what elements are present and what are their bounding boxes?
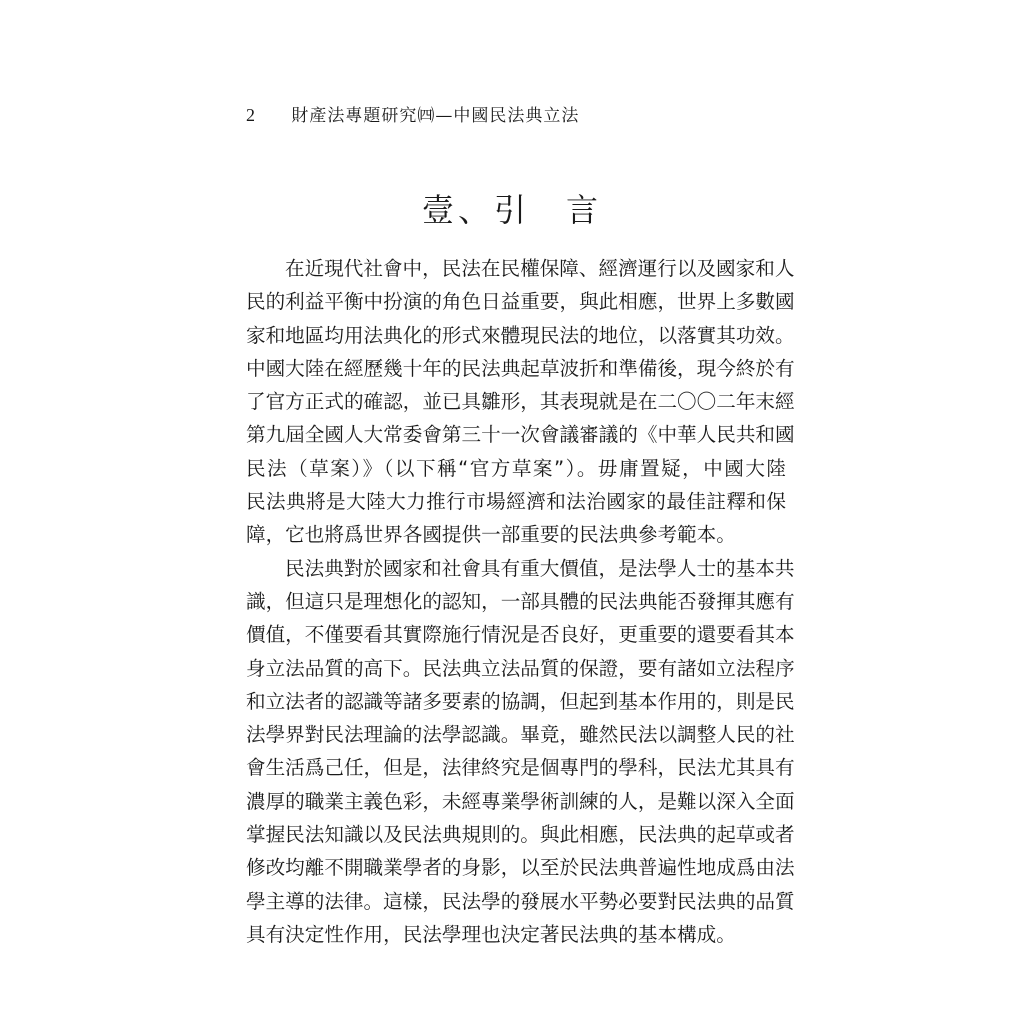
text-line: 家和地區均用法典化的形式來體現民法的地位，以落實其功效。 bbox=[246, 323, 795, 347]
text-line: 民法典對於國家和社會具有重大價值，是法學人士的基本共 bbox=[285, 556, 795, 580]
text-line: 民的利益平衡中扮演的角色日益重要，與此相應，世界上多數國 bbox=[246, 290, 795, 314]
text-line: 第九屆全國人大常委會第三十一次會議審議的《中華人民共和國 bbox=[246, 423, 795, 447]
text-line: 障，它也將爲世界各國提供一部重要的民法典參考範本。 bbox=[246, 523, 736, 547]
text-line: 修改均離不開職業學者的身影，以至於民法典普遍性地成爲由法 bbox=[246, 856, 795, 880]
text-line: 民法典將是大陸大力推行市場經濟和法治國家的最佳註釋和保 bbox=[246, 490, 786, 514]
running-header-title: 財產法專題研究㈣—中國民法典立法 bbox=[291, 106, 580, 126]
running-header bbox=[246, 102, 806, 128]
text-line: 具有決定性作用，民法學理也決定著民法典的基本構成。 bbox=[246, 922, 736, 946]
paragraph-2 bbox=[246, 552, 795, 952]
text-line: 學主導的法律。這樣，民法學的發展水平勢必要對民法典的品質 bbox=[246, 889, 795, 913]
text-line: 價值，不僅要看其實際施行情況是否良好，更重要的還要看其本 bbox=[246, 623, 795, 647]
text-line: 民法（草案）》（以下稱“官方草案”）。毋庸置疑，中國大陸 bbox=[246, 456, 786, 480]
text-line: 中國大陸在經歷幾十年的民法典起草波折和準備後，現今終於有 bbox=[246, 356, 795, 380]
text-line: 身立法品質的高下。民法典立法品質的保證，要有諸如立法程序 bbox=[246, 656, 795, 680]
text-line: 在近現代社會中，民法在民權保障、經濟運行以及國家和人 bbox=[285, 257, 795, 280]
page-number: 2 bbox=[246, 105, 255, 125]
paragraph-1 bbox=[246, 252, 795, 552]
body-text bbox=[246, 252, 795, 951]
text-line: 濃厚的職業主義色彩，未經專業學術訓練的人，是難以深入全面 bbox=[246, 789, 795, 813]
text-line: 和立法者的認識等諸多要素的協調，但起到基本作用的，則是民 bbox=[246, 689, 795, 713]
text-line: 了官方正式的確認，並已具雛形，其表現就是在二〇〇二年末經 bbox=[246, 390, 795, 414]
section-title: 壹、引 言 bbox=[421, 191, 602, 229]
text-line: 會生活爲己任，但是，法律終究是個專門的學科，民法尤其具有 bbox=[246, 756, 795, 780]
text-line: 法學界對民法理論的法學認識。畢竟，雖然民法以調整人民的社 bbox=[246, 723, 795, 747]
text-line: 識，但這只是理想化的認知，一部具體的民法典能否發揮其應有 bbox=[246, 589, 795, 613]
text-line: 掌握民法知識以及民法典規則的。與此相應，民法典的起草或者 bbox=[246, 823, 795, 847]
